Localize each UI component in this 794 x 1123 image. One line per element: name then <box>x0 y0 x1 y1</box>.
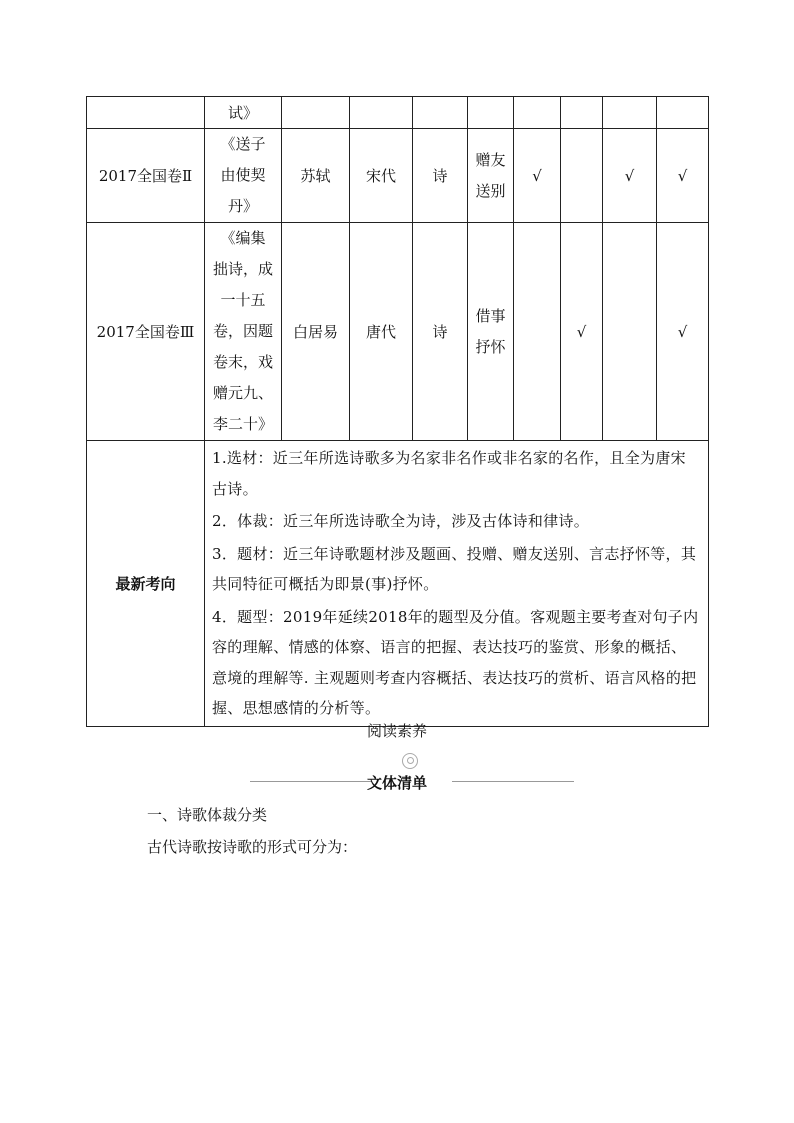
check-mark: √ <box>561 223 603 441</box>
exam-cell: 2017全国卷Ⅲ <box>87 223 205 441</box>
author-cell: 白居易 <box>282 223 350 441</box>
note-item: 4．题型：2019年延续2018年的题型及分值。客观题主要考查对句子内容的理解、情感的体察、语言的把握、表达技巧的鉴赏、形象的概括、意境的理解等. 主观题则考查内容概括、表达技巧的赏析、语言风格的把握、思想感情的分析等。 <box>212 607 699 717</box>
table-row <box>87 441 709 727</box>
theme-cell: 借事 抒怀 <box>468 223 514 441</box>
table-row <box>87 129 709 223</box>
exam-cell: 2017全国卷Ⅱ <box>87 129 205 223</box>
check-mark: √ <box>514 129 561 223</box>
title-cell: 《送子 由使契 丹》 <box>205 129 282 223</box>
trend-label: 最新考向 <box>87 441 205 727</box>
title-cell: 试》 <box>205 97 282 129</box>
check-mark: √ <box>657 129 709 223</box>
note-item: 2．体裁：近三年所选诗歌全为诗，涉及古体诗和律诗。 <box>212 512 590 530</box>
dynasty-cell: 宋代 <box>350 129 413 223</box>
note-item: 1.选材：近三年所选诗歌多为名家非名作或非名家的名作，且全为唐宋古诗。 <box>212 449 686 498</box>
check-mark: √ <box>657 223 709 441</box>
paragraph: 古代诗歌按诗歌的形式可分为： <box>147 838 358 856</box>
location-pin-icon <box>402 753 418 769</box>
table-row <box>87 223 709 441</box>
exam-table <box>86 96 709 727</box>
section-title: 文体清单 <box>366 774 427 792</box>
check-mark: √ <box>603 129 657 223</box>
table-row <box>87 97 709 129</box>
title-cell: 《编集 拙诗，成 一十五 卷，因题 卷末，戏 赠元九、 李二十》 <box>205 223 282 441</box>
trend-notes <box>205 441 709 727</box>
reading-title: 阅读素养 <box>366 722 427 740</box>
dynasty-cell: 唐代 <box>350 223 413 441</box>
check-mark <box>514 223 561 441</box>
check-mark <box>603 223 657 441</box>
author-cell: 苏轼 <box>282 129 350 223</box>
theme-cell: 赠友 送别 <box>468 129 514 223</box>
heading: 一、诗歌体裁分类 <box>147 806 268 824</box>
note-item: 3．题材：近三年诗歌题材涉及题画、投赠、赠友送别、言志抒怀等，其共同特征可概括为即景(事)抒怀。 <box>212 544 697 593</box>
genre-cell: 诗 <box>413 223 468 441</box>
genre-cell: 诗 <box>413 129 468 223</box>
check-mark <box>561 129 603 223</box>
exam-cell <box>87 97 205 129</box>
